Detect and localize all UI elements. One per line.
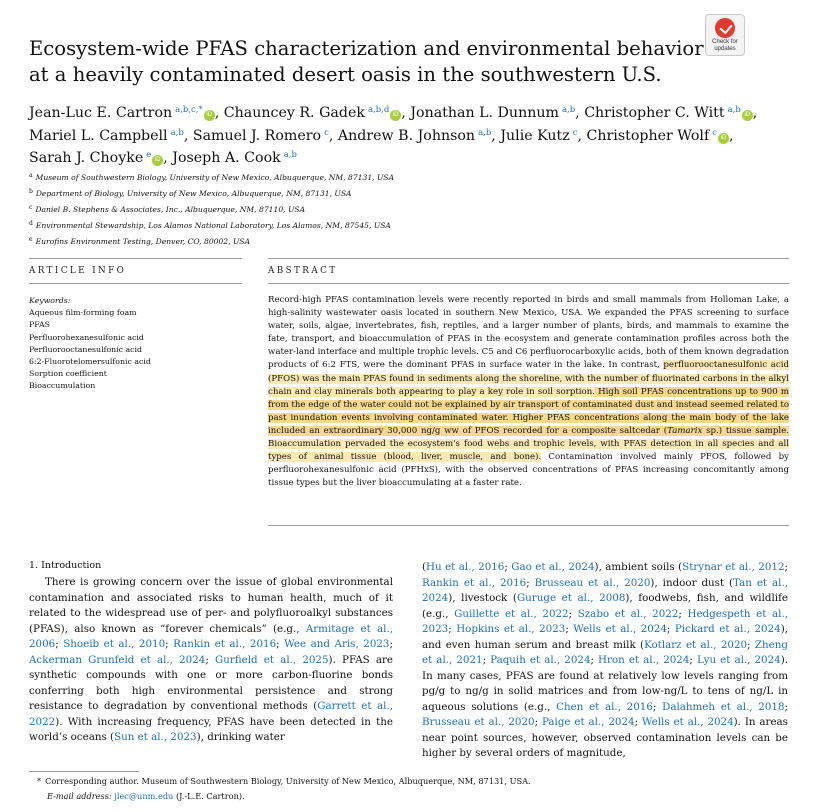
orcid-icon[interactable]: iD (390, 110, 401, 121)
citation-link[interactable]: Hu et al., 2016 (426, 561, 505, 573)
citation-link[interactable]: Armitage et al., 2006 (29, 622, 393, 650)
highlight-span[interactable]: High soil PFAS concentrations up to 900 m from the edge of the water could not be explained by air transport of contaminated dust and instead seemed related to past inundation events involving contaminated water. Higher PFAS concentrations along the main body of the lake included an extraordinary 30,000 ng/g ww of PFOS recorded for a composite saltcedar (Tamarix sp.) tissue sample. (268, 386, 789, 436)
abstract-heading: ABSTRACT (268, 266, 338, 276)
keyword-item: Perfluorooctanesulfonic acid (29, 344, 143, 354)
highlight-span[interactable]: perfluorooctanesulfonic acid (PFOS) was the main PFAS found in sediments along the shoreline, with the number of fluorinated carbons in the alkyl chain and clay minerals both appearing to play a key role in soil sorption. (268, 360, 789, 397)
affiliation-superscript[interactable]: c (572, 127, 578, 138)
keyword-item: Aqueous film-forming foam (29, 308, 137, 318)
affiliation-superscript[interactable]: a,b (283, 150, 297, 160)
divider (268, 525, 789, 526)
divider (268, 283, 789, 284)
author-name[interactable]: Jonathan L. Dunnum $^{a,b}$, (410, 105, 580, 121)
keywords-list (29, 295, 239, 393)
article-info-heading: ARTICLE INFO (29, 266, 127, 276)
orcid-icon[interactable]: iD (204, 110, 215, 121)
author-name[interactable]: Jean-Luc E. Cartron $^{a,b,c,*}$ iD , (29, 105, 220, 121)
email-line: E-mail address: jlec@unm.edu (J.-L.E. Cartron). (47, 790, 245, 801)
author-name[interactable]: Chauncey R. Gadek $^{a,b,d}$ iD , (223, 105, 406, 121)
author-name[interactable]: Samuel J. Romero $^c$, (192, 127, 334, 144)
intro-column-right: (Hu et al., 2016; Gao et al., 2024), ambient soils (Strynar et al., 2012; Rankin et al., 2016; Brusseau et al., 2020), indoor dust (Tan et al., 2024), livestock (Guruge et al., 2008), foodwebs, fish, and wildlife (e.g., Guillette et al., 2022; Szabo et al., 2022; Hedgespeth et al., 2023; Hopkins et al., 2023; Wells et al., 2024; Pickard et al., 2024), and even human serum and breast milk (Kotlarz et al., 2020; Zheng et al., 2021; Paquih et al., 2024; Hron et al., 2024; Lyu et al., 2024). In many cases, PFAS are found at relatively low levels ranging from pg/g to ng/g in solid matrices and from low-ng/L to tens of ng/L in aqueous solutions (e.g., Chen et al., 2016; Dalahmeh et al., 2018; Brusseau et al., 2020; Paige et al., 2024; Wells et al., 2024). In areas near point sources, however, observed contamination levels can be higher by several orders of magnitude, (422, 561, 788, 759)
citation-link[interactable]: Brusseau et al., 2020 (422, 716, 535, 728)
keywords-label: Keywords: (29, 296, 71, 305)
affiliation: $^a$ Museum of Southwestern Biology, University of New Mexico, Albuquerque, NM, 87131, USA (29, 172, 395, 182)
author-name[interactable]: Julie Kutz $^c$, (500, 127, 583, 144)
citation-link[interactable]: Paquih et al., 2024 (490, 654, 591, 666)
affiliation: $^d$ Environmental Stewardship, Los Alamos National Laboratory, Los Alamos, NM, 87545, USA (29, 220, 391, 230)
affiliation-superscript[interactable]: a,b (170, 127, 184, 138)
citation-link[interactable]: Lyu et al., 2024 (696, 654, 781, 666)
affiliation-superscript[interactable]: c (712, 127, 717, 138)
affiliation-superscript[interactable]: e (146, 150, 152, 160)
divider (29, 258, 242, 259)
intro-column-left: There is growing concern over the issue of global environmental contamination and associated risks to human health, much of it related to the widespread use of per- and polyfluoroalkyl substances (PFAS), also known as “forever chemicals” (e.g., Armitage et al., 2006; Shoeib et al., 2010; Rankin et al., 2016; Wee and Aris, 2023; Ackerman Grunfeld et al., 2024; Gurfield et al., 2025). PFAS are synthetic compounds with one or more carbon-fluorine bonds conferring both high environmental persistence and strong resistance to degradation by conventional methods (Garrett et al., 2022). With increasing frequency, PFAS have been detected in the world’s oceans (Sun et al., 2023), drinking water (29, 576, 394, 743)
keyword-item: Bioaccumulation (29, 381, 96, 391)
citation-link[interactable]: Gao et al., 2024 (511, 561, 595, 573)
citation-link[interactable]: Chen et al., 2016 (556, 700, 653, 713)
divider (268, 258, 789, 259)
affiliation-superscript[interactable]: a,b (561, 105, 576, 115)
affiliation-superscript[interactable]: c (324, 127, 329, 138)
author-name[interactable]: Joseph A. Cook $^{a,b}$ (172, 150, 297, 166)
orcid-icon[interactable]: iD (718, 133, 729, 144)
affiliation: $^b$ Department of Biology, University of New Mexico, Albuquerque, NM, 87131, USA (29, 188, 352, 198)
citation-link[interactable]: Hron et al., 2024 (598, 654, 690, 666)
keyword-item: PFAS (29, 320, 50, 330)
footnotes (29, 774, 729, 803)
citation-link[interactable]: Zheng et al., 2021 (422, 638, 788, 666)
citation-link[interactable]: Brusseau et al., 2020 (534, 576, 651, 589)
badge-label: Check for updates (712, 39, 738, 52)
affiliation-list (29, 169, 629, 249)
corresponding-author-note: * Corresponding author. Museum of Southwestern Biology, University of New Mexico, Albuquerque, NM, 87131, USA. (37, 776, 531, 786)
citation-link[interactable]: Paige et al., 2024 (541, 716, 635, 728)
orcid-icon[interactable]: iD (742, 110, 753, 121)
citation-link[interactable]: Sun et al., 2023 (114, 731, 197, 743)
email-link[interactable]: jlec@unm.edu (114, 790, 174, 801)
citation-link[interactable]: Rankin et al., 2016 (422, 576, 527, 589)
citation-link[interactable]: Wells et al., 2024 (573, 623, 667, 635)
author-name[interactable]: Christopher C. Witt $^{a,b}$ iD , (584, 105, 758, 121)
citation-link[interactable]: Wee and Aris, 2023 (284, 638, 390, 650)
affiliation: $^e$ Eurofins Environment Testing, Denver, CO, 80002, USA (29, 236, 251, 246)
affiliation-superscript[interactable]: a,b,d (367, 105, 390, 115)
author-name[interactable]: Christopher Wolf $^c$ iD , (586, 127, 734, 144)
orcid-icon[interactable]: iD (152, 155, 163, 166)
page-title: Ecosystem-wide PFAS characterization and environmental behavior at a heavily contaminated desert oasis in the southwestern U.S. (29, 37, 704, 86)
citation-link[interactable]: Pickard et al., 2024 (674, 623, 781, 635)
check-for-updates-badge[interactable] (705, 14, 745, 56)
citation-link[interactable]: Ackerman Grunfeld et al., 2024 (29, 653, 206, 666)
author-name[interactable]: Sarah J. Choyke $^e$ iD , (29, 150, 168, 166)
citation-link[interactable]: Hedgespeth et al., 2023 (422, 607, 788, 635)
citation-link[interactable]: Shoeib et al., 2010 (63, 638, 166, 650)
check-circle-icon (715, 18, 735, 38)
citation-link[interactable]: Gurfield et al., 2025 (214, 653, 329, 666)
section-heading-introduction: 1. Introduction (29, 560, 102, 571)
citation-link[interactable]: Wells et al., 2024 (641, 716, 734, 728)
divider (29, 283, 242, 284)
author-name[interactable]: Mariel L. Campbell $^{a,b}$, (29, 127, 189, 144)
affiliation-superscript[interactable]: a,b (727, 105, 741, 115)
citation-link[interactable]: Tan et al., 2024 (422, 576, 788, 604)
affiliation: $^c$ Daniel B. Stephens & Associates, Inc., Albuquerque, NM, 87110, USA (29, 204, 306, 214)
citation-link[interactable]: Strynar et al., 2012 (682, 561, 785, 573)
citation-link[interactable]: Szabo et al., 2022 (577, 607, 679, 620)
keyword-item: Perfluorohexanesulfonic acid (29, 332, 144, 342)
affiliation-superscript[interactable]: a,b,c,* (175, 105, 203, 115)
footnote-divider (29, 771, 139, 772)
highlight-span[interactable]: Bioaccumulation pervaded the ecosystem's food webs and trophic levels, with PFAS detection in all species and all types of animal tissue (blood, liver, muscle, and bone). (268, 439, 789, 463)
author-list (29, 101, 789, 169)
citation-link[interactable]: Guruge et al., 2008 (516, 592, 626, 604)
author-name[interactable]: Andrew B. Johnson $^{a,b}$, (337, 127, 496, 144)
citation-link[interactable]: Garrett et al., 2022 (29, 700, 393, 728)
keyword-item: 6:2-Fluorotelomersulfonic acid (29, 357, 151, 367)
citation-link[interactable]: Dalahmeh et al., 2018 (662, 700, 785, 713)
citation-link[interactable]: Kotlarz et al., 2020 (644, 638, 748, 651)
citation-link[interactable]: Hopkins et al., 2023 (456, 623, 566, 635)
affiliation-superscript[interactable]: a,b (478, 127, 492, 138)
abstract-body: Record-high PFAS contamination levels were recently reported in birds and small mammals from Holloman Lake, a high-salinity wastewater oasis located in southern New Mexico, USA. We expanded the PFAS screening to surface water, soils, algae, invertebrates, fish, reptiles, and a larger number of plants, birds, and mammals to examine the fate, transport, and bioaccumulation of PFAS in the ecosystem and generate contamination profiles across both the water-land interface and multiple trophic levels. C5 and C6 perfluorocarboxylic acids, both of them known degradation products of 6:2 FTS, were the dominant PFAS in surface water in the lake. In contrast, perfluorooctanesulfonic acid (PFOS) was the main PFAS found in sediments along the shoreline, with the number of fluorinated carbons in the alkyl chain and clay minerals both appearing to play a key role in soil sorption. High soil PFAS concentrations up to 900 m from the edge of the water could not be explained by air transport of contaminated dust and instead seemed related to past inundation events involving contaminated water. Higher PFAS concentrations along the main body of the lake included an extraordinary 30,000 ng/g ww of PFOS recorded for a composite saltcedar (Tamarix sp.) tissue sample. Bioaccumulation pervaded the ecosystem's food webs and trophic levels, with PFAS detection in all species and all types of animal tissue (blood, liver, muscle, and bone). Contamination involved mainly PFOS, followed by perfluorohexanesulfonic acid (PFHxS), with the observed concentrations of PFAS increasing concomitantly among tissue types but the liver bioaccumulating at a faster rate. (268, 295, 789, 489)
citation-link[interactable]: Guillette et al., 2022 (454, 607, 569, 620)
keyword-item: Sorption coefficient (29, 369, 107, 379)
citation-link[interactable]: Rankin et al., 2016 (173, 638, 277, 650)
